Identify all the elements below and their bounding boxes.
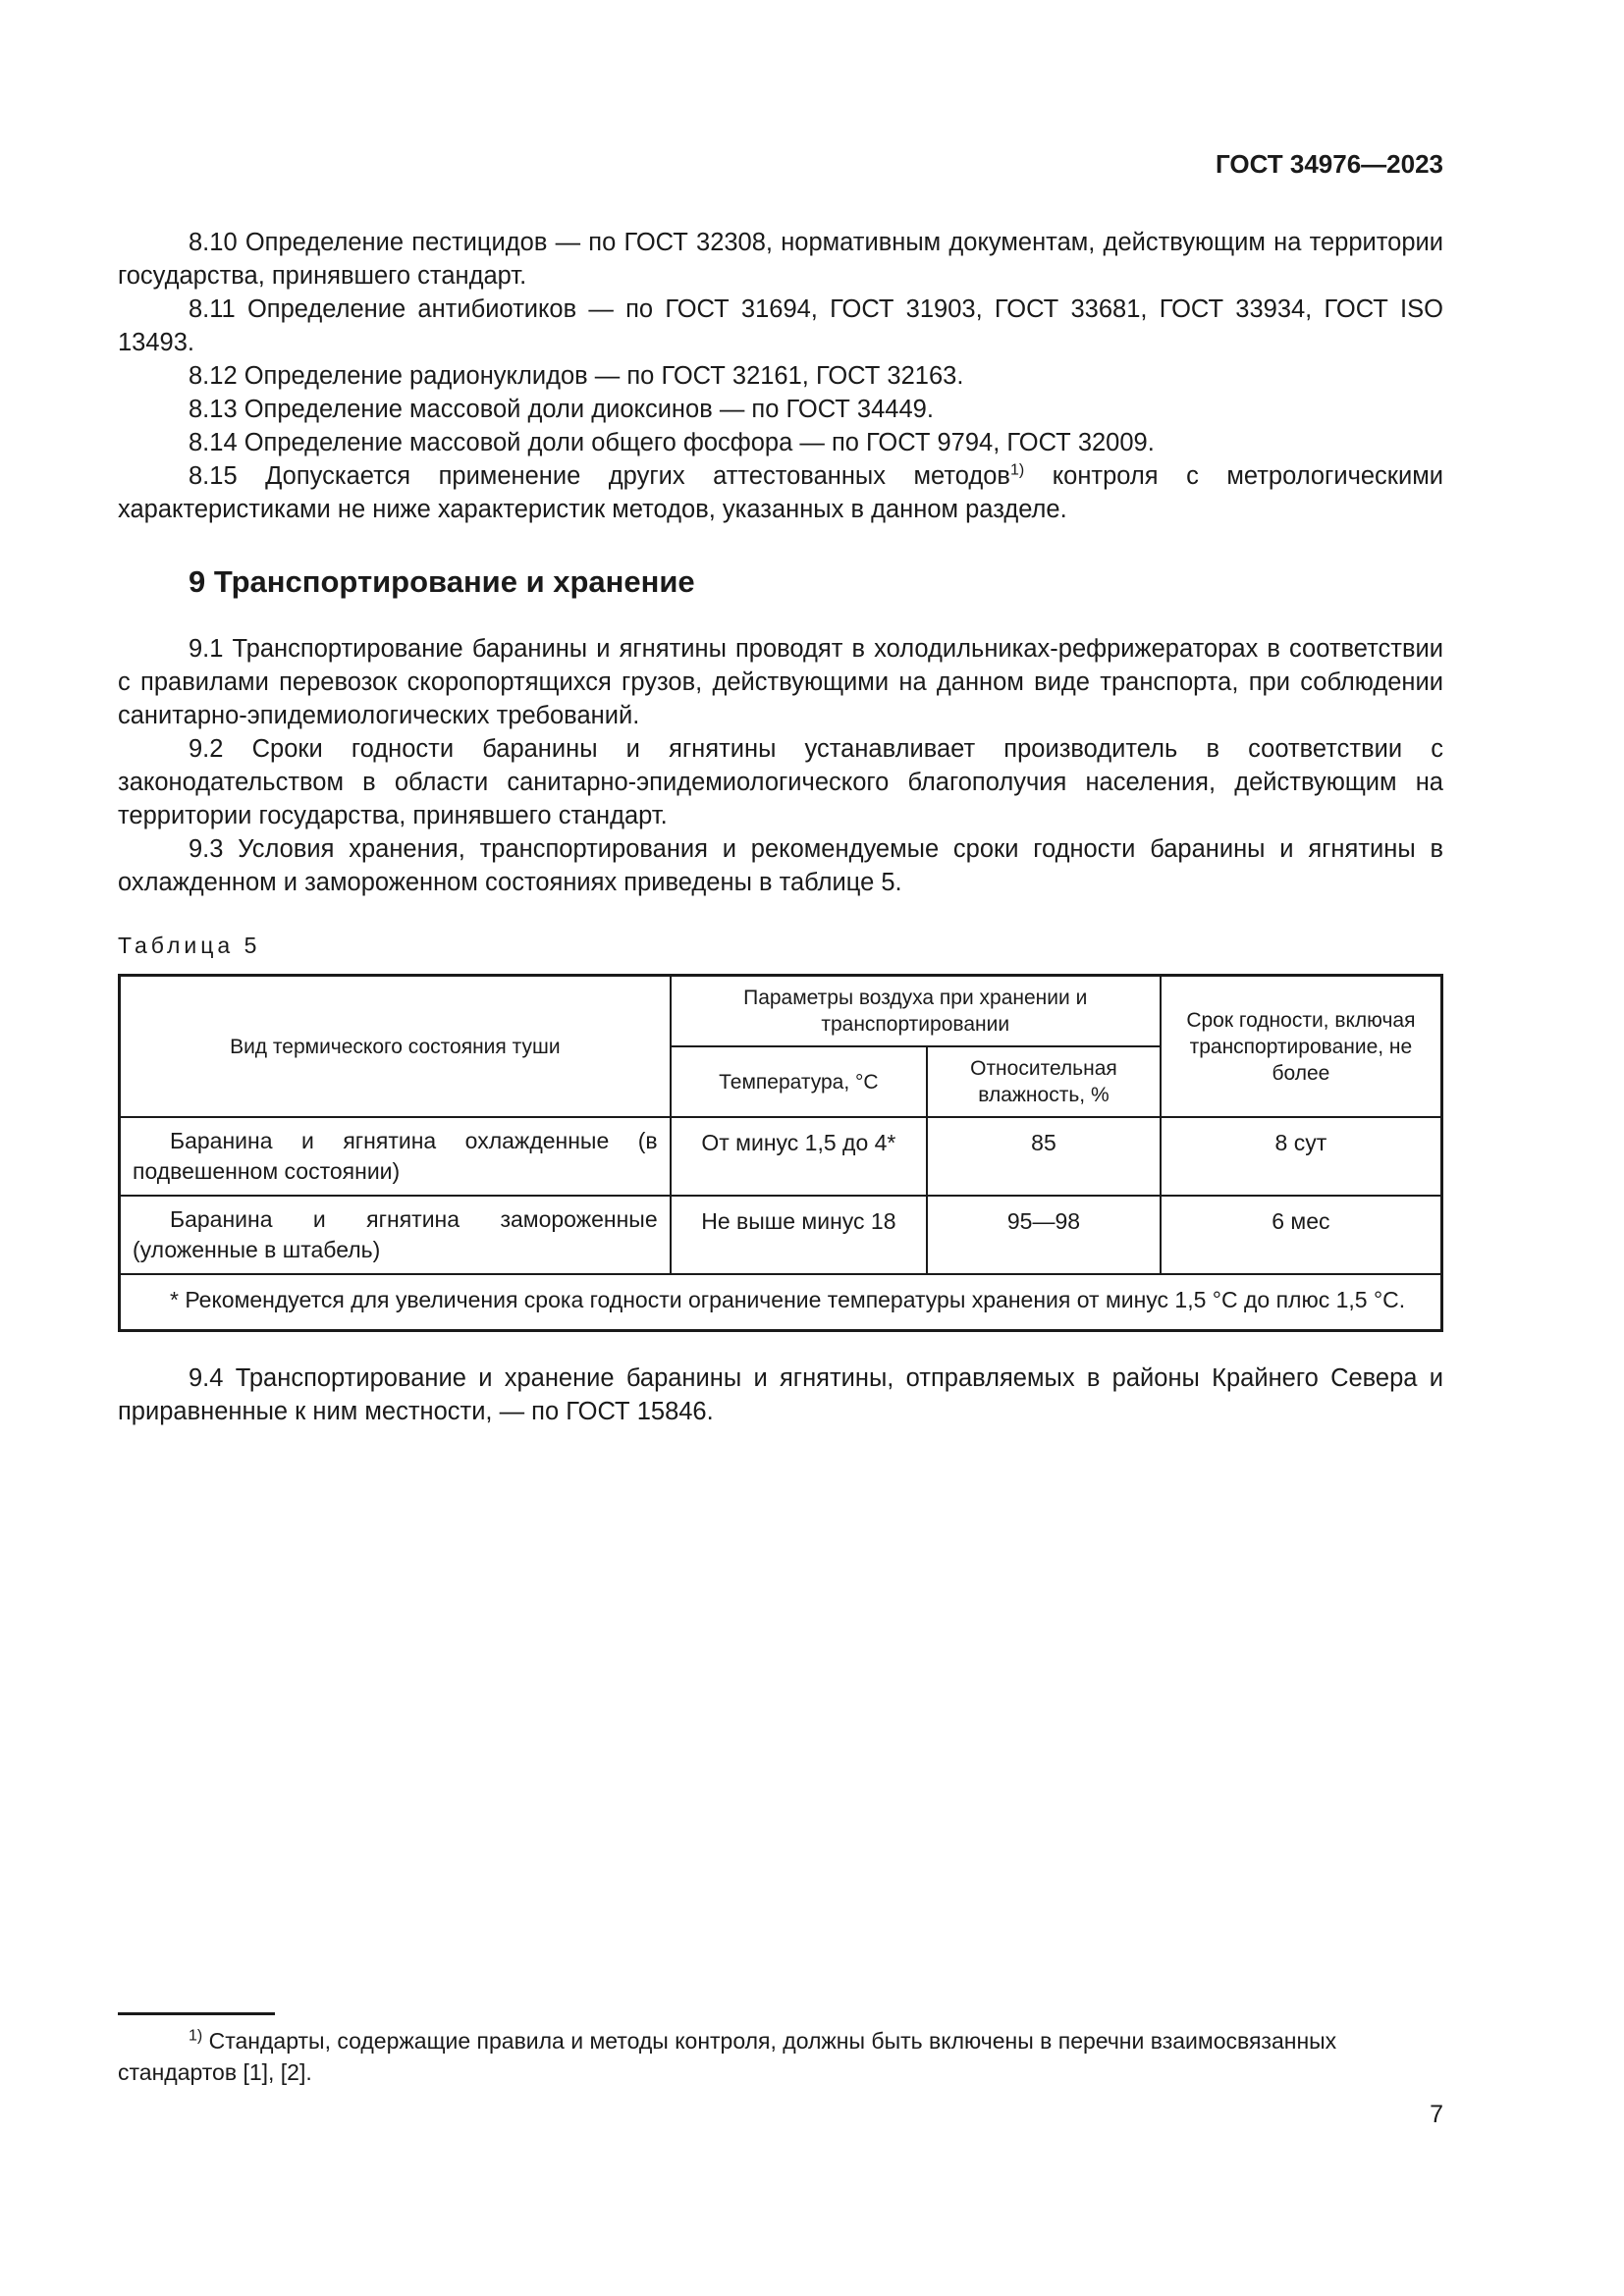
- header-air-parameters: Параметры воздуха при хранении и транспортировании: [671, 976, 1161, 1047]
- cell-shelf-life: 6 мес: [1161, 1196, 1442, 1274]
- table-row: [120, 1117, 1442, 1196]
- paragraph-8-15-text-end: контроля с метрологическими характеристиками не ниже характеристик методов, указанных в данном разделе.: [118, 462, 1443, 523]
- storage-conditions-table: [118, 974, 1443, 1332]
- paragraph-8-14: 8.14 Определение массовой доли общего фосфора — по ГОСТ 9794, ГОСТ 32009.: [189, 429, 1155, 456]
- cell-kind: Баранина и ягнятина охлажденные (в подвешенном состоянии): [120, 1117, 671, 1196]
- document-code-header: ГОСТ 34976—2023: [1216, 149, 1443, 179]
- paragraph-8-11: 8.11 Определение антибиотиков — по ГОСТ 31694, ГОСТ 31903, ГОСТ 33681, ГОСТ 33934, ГОСТ ISO 13493.: [118, 295, 1443, 356]
- table-note-row: [120, 1274, 1442, 1331]
- table-row: [120, 1196, 1442, 1274]
- cell-humidity: 85: [927, 1117, 1161, 1196]
- page-number: 7: [1430, 2101, 1443, 2128]
- header-temperature: Температура, °С: [671, 1046, 927, 1117]
- footnote-mark: 1): [189, 2027, 203, 2045]
- paragraph-8-13: 8.13 Определение массовой доли диоксинов — по ГОСТ 34449.: [189, 396, 934, 423]
- paragraph-8-15: [118, 459, 1443, 526]
- paragraph-8-15-text: 8.15 Допускается применение других аттестованных методов: [189, 462, 1010, 490]
- document-body: [118, 226, 1443, 1428]
- header-humidity: Относительная влажность, %: [927, 1046, 1161, 1117]
- paragraph-9-3: 9.3 Условия хранения, транспортирования и рекомендуемые сроки годности баранины и ягнятины в охлажденном и замороженном состояниях приведены в таблице 5.: [118, 835, 1443, 896]
- cell-humidity: 95—98: [927, 1196, 1161, 1274]
- paragraph-9-4: 9.4 Транспортирование и хранение баранины и ягнятины, отправляемых в районы Крайнего Севера и приравненные к ним местности, — по ГОСТ 15846.: [118, 1364, 1443, 1425]
- header-carcass-state: Вид термического состояния туши: [120, 976, 671, 1118]
- footnote-ref-1[interactable]: 1): [1009, 461, 1025, 479]
- cell-temperature: От минус 1,5 до 4*: [671, 1117, 927, 1196]
- cell-shelf-life: 8 сут: [1161, 1117, 1442, 1196]
- paragraph-8-12: 8.12 Определение радионуклидов — по ГОСТ 32161, ГОСТ 32163.: [189, 362, 964, 390]
- footnote-1: [118, 2025, 1443, 2088]
- table-caption: Таблица 5: [118, 933, 261, 958]
- cell-temperature: Не выше минус 18: [671, 1196, 927, 1274]
- paragraph-8-10: 8.10 Определение пестицидов — по ГОСТ 32308, нормативным документам, действующим на территории государства, принявшего стандарт.: [118, 229, 1443, 290]
- cell-kind: Баранина и ягнятина замороженные (уложенные в штабель): [120, 1196, 671, 1274]
- table-header-row: [120, 976, 1442, 1047]
- paragraph-9-2: 9.2 Сроки годности баранины и ягнятины устанавливает производитель в соответствии с законодательством в области санитарно-эпидемиологического благополучия населения, действующим на территории государства, принявшего стандарт.: [118, 735, 1443, 829]
- header-shelf-life: Срок годности, включая транспортирование, не более: [1161, 976, 1442, 1118]
- paragraph-9-1: 9.1 Транспортирование баранины и ягнятины проводят в холодильниках-рефрижераторах в соответствии с правилами перевозок скоропортящихся грузов, действующими на данном виде транспорта, при соблюдении санитарно-эпидемиологических требований.: [118, 635, 1443, 729]
- table-note: * Рекомендуется для увеличения срока годности ограничение температуры хранения от минус 1,5 °С до плюс 1,5 °С.: [120, 1274, 1442, 1331]
- footnote-divider: [118, 2012, 275, 2015]
- section-9-title: 9 Транспортирование и хранение: [189, 564, 695, 599]
- footnote-text: Стандарты, содержащие правила и методы контроля, должны быть включены в перечни взаимосвязанных стандартов [1], [2].: [118, 2028, 1337, 2085]
